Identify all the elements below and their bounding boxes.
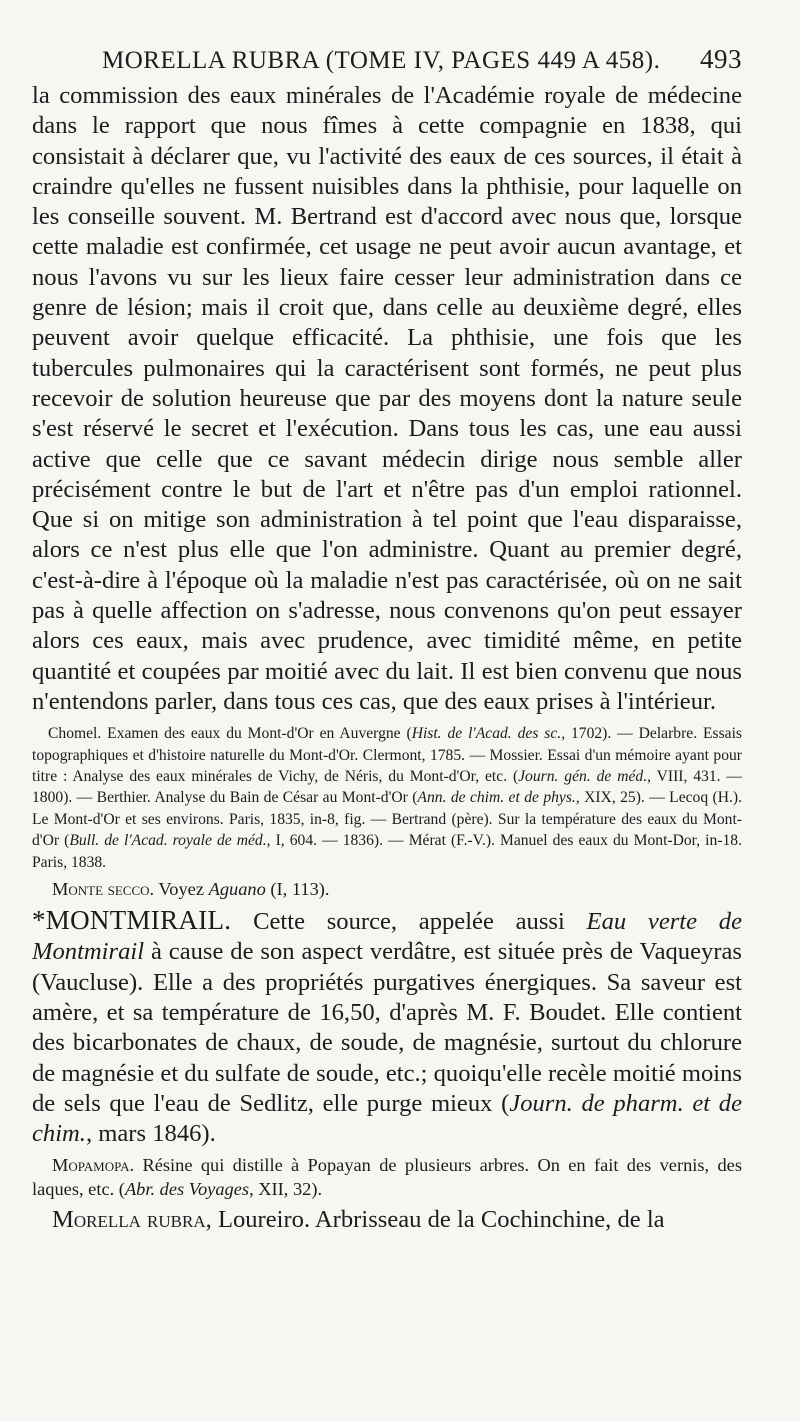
entry-headword: Monte secco. xyxy=(52,879,155,900)
entry-headword: Mopamopa. xyxy=(52,1155,135,1176)
entry-morella-rubra: Morella rubra, Loureiro. Arbrisseau de la Cochinchine, de la xyxy=(52,1206,665,1234)
entry-monte-secco: Monte secco. Voyez Aguano (I, 113). xyxy=(52,879,330,900)
entry-headword: Morella rubra xyxy=(52,1206,206,1234)
bibliography-notes xyxy=(32,723,742,873)
body-paragraph: la commission des eaux minérales de l'Académie royale de médecine dans le rapport que nous fîmes à cette compagnie en 1838, qui consistait à déclarer que, vu l'activité des eaux de ces sources, il était à craindre qu'elles ne fussent nuisibles dans la phthisie, pour laquelle on les conseille souvent. M. Bertrand est d'accord avec nous que, lorsque cette maladie est confirmée, cet usage ne peut avoir aucun avantage, et nous l'avons vu sur les lieux faire cesser leur administration dans ce genre de lésion; mais il croit que, dans celle au deuxième degré, elles peuvent avoir quelque efficacité. La phthisie, une fois que les tubercules pulmonaires qui la caractérisent sont formés, ne peut plus recevoir de solution heureuse que par des moyens dont la nature seule s'est réservé le secret et l'exécution. Dans tous les cas, une eau aussi active que celle que ce savant médecin dirige nous semble aller précisément contre le but de l'art et n'être pas d'un emploi rationnel. Que si on mitige son administration à tel point que l'eau disparaisse, alors ce n'est plus elle que l'on administre. Quant au premier degré, c'est-à-dire à l'époque où la maladie n'est pas caractérisée, où on ne sait pas à quelle affection on s'adresse, nous convenons qu'on peut essayer alors ces eaux, mais avec prudence, avec timidité même, en petite quantité et coupées par moitié avec du lait. Il est bien convenu que nous n'entendons parler, dans tous ces cas, que des eaux prises à l'intérieur. xyxy=(32,82,742,715)
bibliography-paragraph: Chomel. Examen des eaux du Mont-d'Or en Auvergne (Hist. de l'Acad. des sc., 1702). — Delarbre. Essais topographiques et d'histoire naturelle du Mont-d'Or. Clermont, 1785. — Mossier. Essai d'un mémoire ayant pour titre : Analyse des eaux minérales de Vichy, de Néris, du Mont-d'Or, etc. (Journ. gén. de méd., VIII, 431. — 1800). — Berthier. Analyse du Bain de César au Mont-d'Or (Ann. de chim. et de phys., XIX, 25). — Lecoq (H.). Le Mont-d'Or et ses environs. Paris, 1835, in-8, fig. — Bertrand (père). Sur la température des eaux du Mont-d'Or (Bull. de l'Acad. royale de méd., I, 604. — 1836). — Mérat (F.-V.). Manuel des eaux du Mont-Dor, in-18. Paris, 1838. xyxy=(32,725,743,871)
entry-montmirail: *MONTMIRAIL. Cette source, appelée aussi Eau verte de Montmirail à cause de son aspect verdâtre, est située près de Vaqueyras (Vaucluse). Elle a des propriétés purgatives énergiques. Sa saveur est amère, et sa température de 16,50, d'après M. F. Boudet. Elle contient des bicarbonates de chaux, de soude, de magnésie, surtout du chlorure de magnésie et du sulfate de soude, etc.; quoiqu'elle recèle moitié moins de sels que l'eau de Sedlitz, elle purge mieux (Journ. de pharm. et de chim., mars 1846). xyxy=(32,905,742,1148)
page-number: 493 xyxy=(700,44,742,74)
running-title: MORELLA RUBRA (TOME IV, PAGES 449 A 458). xyxy=(102,47,661,74)
running-head xyxy=(102,44,742,75)
entry-headword: *MONTMIRAIL. xyxy=(32,905,232,936)
entry-mopamopa: Mopamopa. Résine qui distille à Popayan de plusieurs arbres. On en fait des vernis, des laques, etc. (Abr. des Voyages, XII, 32). xyxy=(32,1155,742,1200)
main-text xyxy=(32,81,742,717)
